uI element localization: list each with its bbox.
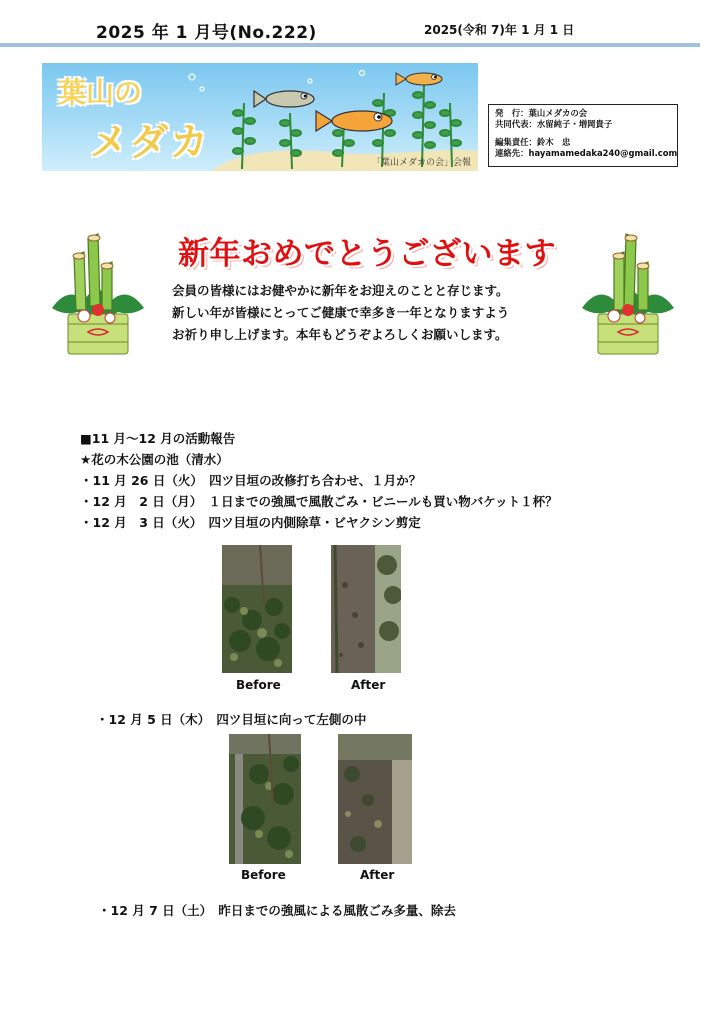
report-item: ・12 月 7 日（土） 昨日までの強風による風散ごみ多量、除去	[98, 903, 456, 918]
medaka-fish-small-icon	[396, 73, 442, 85]
report-section-title: ■11 月～12 月の活動報告	[80, 431, 236, 446]
newsletter-banner	[42, 63, 478, 171]
report-item: ・11 月 26 日（火） 四ツ目垣の改修打ち合わせ、１月か？	[80, 473, 422, 488]
header-rule	[0, 43, 700, 47]
contact-line: 連絡先：hayamamedaka240@gmail.com	[495, 148, 678, 158]
report-item: ・12 月 3 日（火） 四ツ目垣の内側除草・ビヤクシン剪定	[80, 515, 421, 530]
report-location: ★花の木公園の池（清水）	[80, 452, 229, 467]
issue-date: 2025(令和 7)年 1 月 1 日	[424, 23, 575, 37]
before-photo-1	[222, 545, 292, 673]
greeting-message	[172, 280, 572, 346]
representatives-line: 共同代表：水留純子・増岡貴子	[495, 119, 613, 129]
kadomatsu-icon	[578, 230, 678, 360]
issue-number: 2025 年 1 月号(No.222)	[96, 23, 317, 43]
banner-caption: 「葉山メダカの会」会報	[372, 158, 472, 168]
kadomatsu-icon	[48, 230, 148, 360]
medaka-fish-icon	[254, 91, 314, 107]
report-item: ・12 月 5 日（木） 四ツ目垣に向って左側の中	[96, 712, 367, 727]
after-label: After	[360, 868, 395, 882]
banner-title-line1: 葉山の	[58, 76, 143, 109]
greeting-line: 新しい年が皆様にとってご健康で幸多き一年となりますよう	[172, 305, 510, 320]
editor-line: 編集責任：鈴木 忠	[495, 137, 571, 147]
report-item: ・12 月 2 日（月） １日までの強風で風散ごみ・ビニールも買い物バケット１杯？	[80, 494, 558, 509]
activity-report	[80, 428, 680, 533]
after-photo-2	[338, 734, 412, 864]
greeting-line: お祈り申し上げます。本年もどうぞよろしくお願いします。	[172, 327, 508, 342]
publisher-info	[488, 104, 678, 167]
after-photo-1	[331, 545, 401, 673]
issue-header	[0, 0, 724, 48]
banner-title-line2: メダカ	[90, 120, 211, 164]
medaka-fish-orange-icon	[316, 111, 392, 131]
greeting-line: 会員の皆様にはお健やかに新年をお迎えのことと存じます。	[172, 283, 509, 298]
publisher-line: 発 行：葉山メダカの会	[495, 108, 588, 118]
before-label: Before	[241, 868, 286, 882]
after-label: After	[351, 678, 386, 692]
new-year-heading: 新年おめでとうございます	[178, 236, 556, 272]
before-label: Before	[236, 678, 281, 692]
before-photo-2	[229, 734, 301, 864]
